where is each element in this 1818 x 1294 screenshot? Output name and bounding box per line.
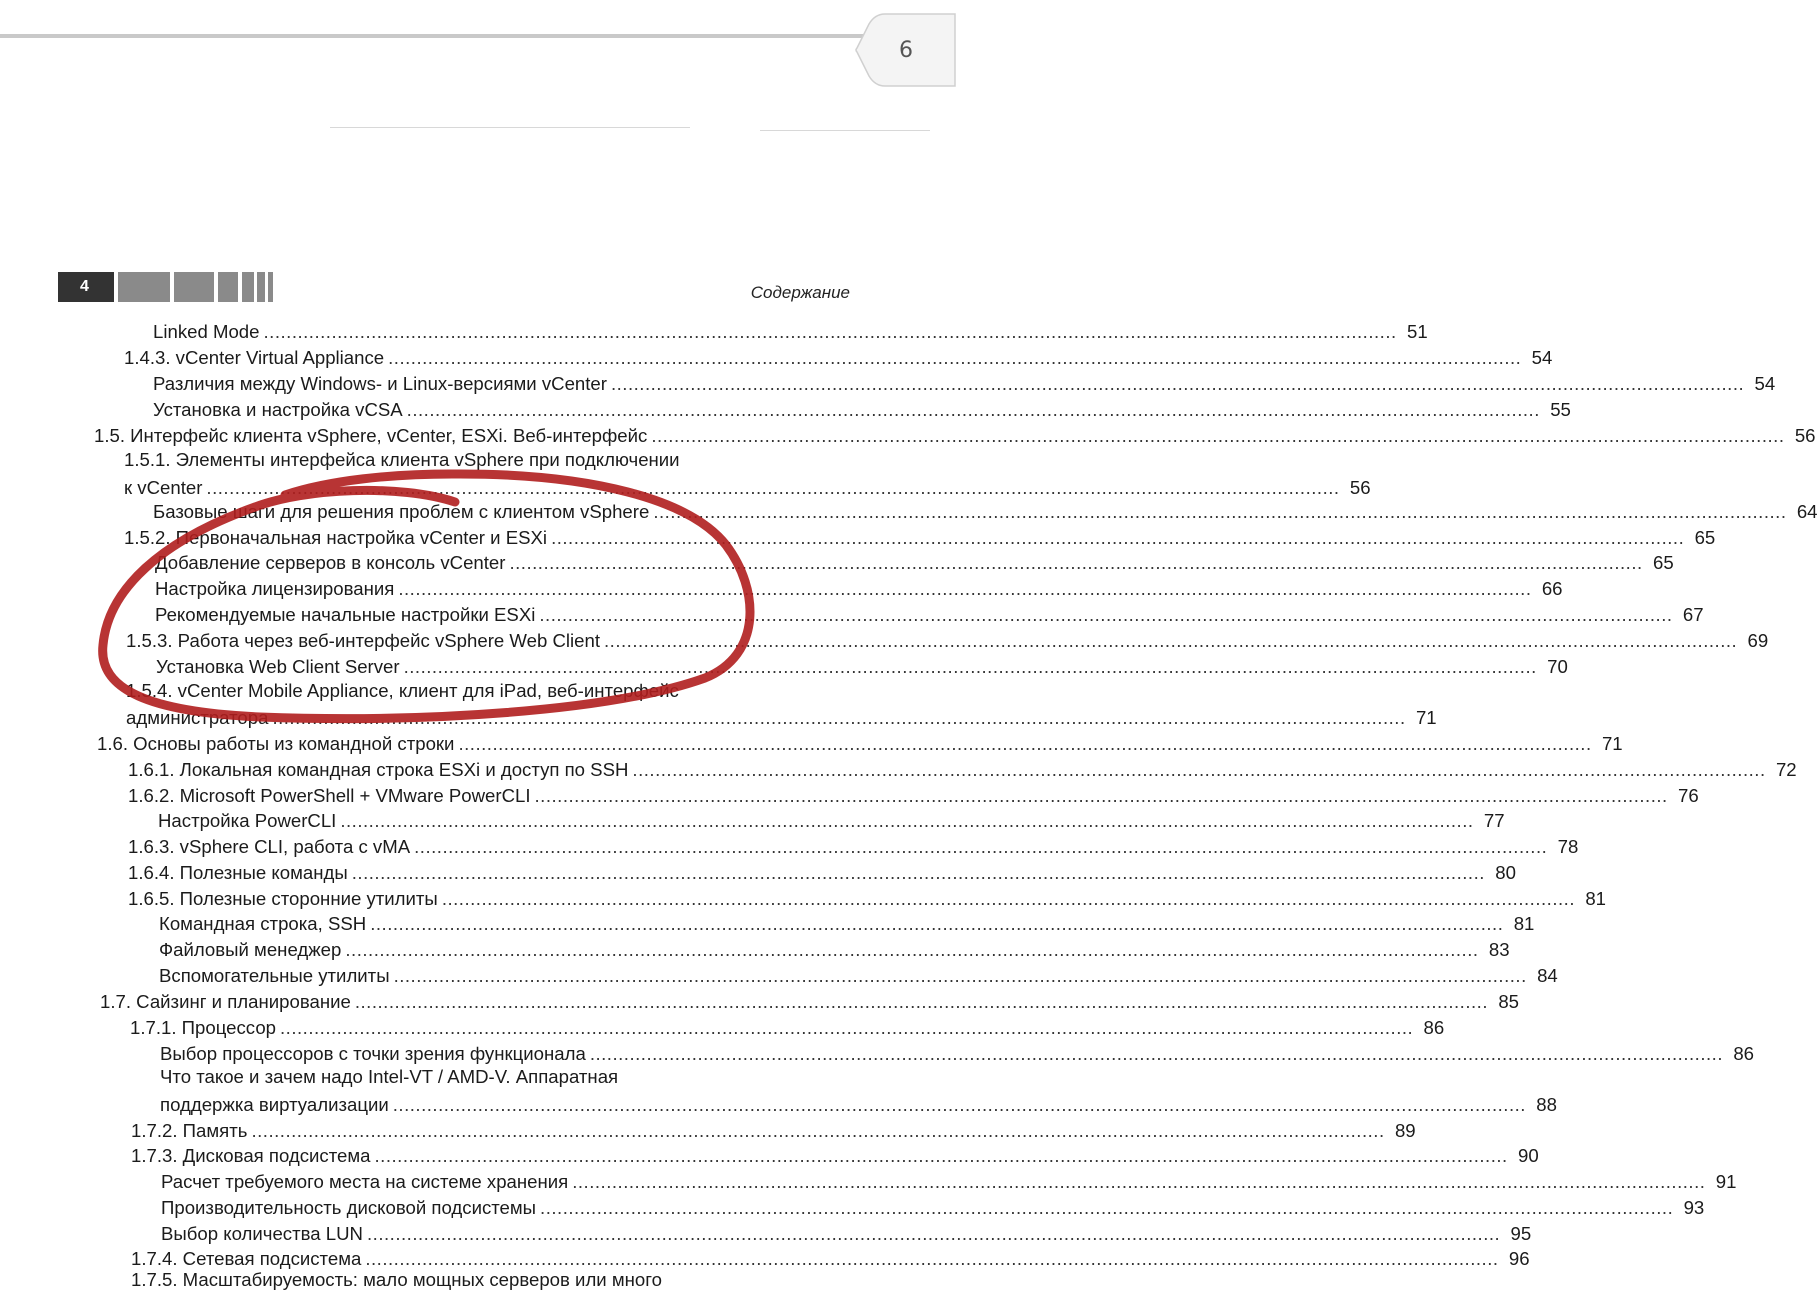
toc-leader-dots: ........................................................................................................................................................................................................ [653,501,1787,522]
toc-entry [160,1091,1557,1117]
header-bar [218,272,238,302]
header-bar [174,272,214,302]
header-bar [268,272,273,302]
toc-entry-title: 1.6.3. vSphere CLI, работа с vMA [128,836,411,857]
toc-entry-title: Linked Mode [153,321,260,342]
toc-entry [124,524,1716,550]
toc-entry-title: Настройка лицензирования [155,578,395,599]
toc-entry-page: 54 [1531,347,1553,368]
toc-leader-dots: ........................................................................................................................................................................................................ [370,913,1504,934]
toc-entry [153,396,1571,422]
toc-entry-title: к vCenter [124,477,203,498]
toc-entry-title: Выбор процессоров с точки зрения функционала [160,1043,586,1064]
toc-entry-page: 71 [1415,707,1437,728]
toc-leader-dots: ........................................................................................................................................................................................................ [280,1017,1414,1038]
toc-entry [126,627,1769,653]
toc-entry-page: 84 [1537,965,1558,986]
toc-entry [155,575,1563,601]
toc-entry-title: Производительность дисковой подсистемы [161,1197,537,1218]
toc-leader-dots: ........................................................................................................................................................................................................ [572,1171,1706,1192]
toc-entry-title: 1.5.4. vCenter Mobile Appliance, клиент для iPad, веб-интерфейс [126,680,679,701]
toc-entry-page: 77 [1483,810,1505,831]
toc-entry [128,756,1797,782]
toc-entry-page: 96 [1508,1248,1530,1269]
toc-leader-dots: ........................................................................................................................................................................................................ [388,347,1522,368]
toc-entry-title: 1.7.1. Процессор [130,1017,276,1038]
toc-entry [124,344,1553,370]
toc-leader-dots: ........................................................................................................................................................................................................ [509,552,1643,573]
toc-entry [155,549,1674,575]
toc-entry-title: 1.6.1. Локальная командная строка ESXi и доступ по SSH [128,759,629,780]
toc-entry-title: 1.7.3. Дисковая подсистема [131,1145,371,1166]
toc-entry-page: 65 [1694,527,1716,548]
toc-entry [153,498,1818,524]
toc-entry [155,601,1704,627]
top-divider-line [0,34,880,38]
toc-entry [161,1168,1737,1194]
toc-entry [128,782,1699,808]
toc-entry-title: 1.5.1. Элементы интерфейса клиента vSphere при подключении [124,449,680,470]
toc-entry-title: Файловый менеджер [159,939,342,960]
toc-entry [156,653,1568,679]
toc-entry-title: Выбор количества LUN [161,1223,363,1244]
toc-entry-page: 72 [1775,759,1797,780]
toc-entry-page: 55 [1550,399,1571,420]
toc-entry-title: 1.5.2. Первоначальная настройка vCenter и ESXi [124,527,548,548]
toc-entry-page: 88 [1536,1094,1557,1115]
toc-entry-page: 91 [1715,1171,1737,1192]
toc-leader-dots: ........................................................................................................................................................................................................ [392,1094,1526,1115]
toc-leader-dots: ........................................................................................................................................................................................................ [367,1223,1501,1244]
toc-entry [126,704,1437,730]
toc-leader-dots: ........................................................................................................................................................................................................ [551,527,1685,548]
running-title: Содержание [750,283,850,302]
toc-entry-title: 1.5.3. Работа через веб-интерфейс vSphere Web Client [126,630,600,651]
toc-entry [124,474,1371,500]
toc-entry-page: 95 [1510,1223,1532,1244]
toc-leader-dots: ........................................................................................................................................................................................................ [263,321,1397,342]
header-bar [257,272,265,302]
toc-entry-title: Расчет требуемого места на системе хранения [161,1171,569,1192]
toc-entry [159,936,1510,962]
toc-entry [100,988,1520,1014]
toc-entry [159,910,1535,936]
toc-entry [161,1194,1705,1220]
toc-leader-dots: ........................................................................................................................................................................................................ [393,965,1527,986]
toc-entry-title: 1.7.2. Память [131,1120,248,1141]
toc-entry-page: 89 [1394,1120,1416,1141]
toc-entry-page: 67 [1682,604,1704,625]
toc-leader-dots: ........................................................................................................................................................................................................ [539,604,1673,625]
toc-leader-dots: ........................................................................................................................................................................................................ [589,1043,1724,1064]
toc-entry-page: 71 [1601,733,1623,754]
toc-leader-dots: ........................................................................................................................................................................................................ [610,373,1745,394]
toc-entry [159,962,1558,988]
toc-leader-dots: ........................................................................................................................................................................................................ [272,707,1406,728]
toc-entry-title: Различия между Windows- и Linux-версиями vCenter [153,373,607,394]
toc-entry-page: 86 [1423,1017,1445,1038]
toc-entry-page: 54 [1754,373,1776,394]
toc-entry-title: Вспомогательные утилиты [159,965,390,986]
toc-entry-title: 1.6.4. Полезные команды [128,862,348,883]
toc-entry [153,318,1428,344]
toc-entry [131,1117,1416,1143]
toc-entry-title: 1.7.4. Сетевая подсистема [131,1248,362,1269]
toc-leader-dots: ........................................................................................................................................................................................................ [651,425,1785,446]
toc-entry-title: 1.7. Сайзинг и планирование [100,991,351,1012]
header-bar [118,272,170,302]
toc-entry-title: Что такое и зачем надо Intel-VT / AMD-V. Аппаратная [160,1066,619,1087]
running-header-strip [58,272,278,302]
toc-entry-title: Настройка PowerCLI [158,810,337,831]
toc-entry-page: 80 [1495,862,1516,883]
toc-leader-dots: ........................................................................................................................................................................................................ [354,991,1489,1012]
toc-entry-title: Установка Web Client Server [156,656,400,677]
header-page-number: 4 [58,272,114,302]
toc-entry-page: 83 [1488,939,1510,960]
scan-smudge [330,127,690,128]
toc-entry-title: Командная строка, SSH [159,913,367,934]
tab-page-number: 6 [899,38,913,63]
toc-entry-page: 51 [1407,321,1428,342]
toc-entry [160,1040,1755,1066]
toc-entry-title: 1.4.3. vCenter Virtual Appliance [124,347,385,368]
toc-entry-page: 86 [1733,1043,1755,1064]
toc-entry-title: 1.6.2. Microsoft PowerShell + VMware PowerCLI [128,785,531,806]
toc-entry-page: 78 [1557,836,1579,857]
toc-leader-dots: ........................................................................................................................................................................................................ [604,630,1738,651]
toc-entry-page: 69 [1747,630,1769,651]
toc-entry-title: 1.6. Основы работы из командной строки [97,733,455,754]
toc-leader-dots: ........................................................................................................................................................................................................ [398,578,1532,599]
toc-entry [158,807,1505,833]
toc-entry [153,370,1776,396]
scan-smudge [760,130,930,131]
toc-leader-dots: ........................................................................................................................................................................................................ [458,733,1592,754]
toc-leader-dots: ........................................................................................................................................................................................................ [365,1248,1499,1269]
header-bar [242,272,254,302]
toc-entry [94,422,1816,448]
toc-entry-page: 85 [1498,991,1520,1012]
toc-entry-page: 81 [1585,888,1607,909]
toc-entry [97,730,1623,756]
toc-leader-dots: ........................................................................................................................................................................................................ [403,656,1537,677]
toc-entry [130,1014,1445,1040]
toc-entry-page: 65 [1652,552,1674,573]
toc-leader-dots: ........................................................................................................................................................................................................ [351,862,1485,883]
toc-leader-dots: ........................................................................................................................................................................................................ [374,1145,1508,1166]
toc-entry-page: 76 [1678,785,1699,806]
toc-entry-title: Рекомендуемые начальные настройки ESXi [155,604,536,625]
toc-leader-dots: ........................................................................................................................................................................................................ [345,939,1479,960]
toc-entry-title: 1.5. Интерфейс клиента vSphere, vCenter, ESXi. Веб-интерфейс [94,425,648,446]
toc-entry [161,1220,1532,1246]
toc-leader-dots: ........................................................................................................................................................................................................ [340,810,1474,831]
toc-leader-dots: ........................................................................................................................................................................................................ [540,1197,1674,1218]
toc-leader-dots: ........................................................................................................................................................................................................ [534,785,1668,806]
toc-entry-title: Добавление серверов в консоль vCenter [155,552,506,573]
toc-entry [128,833,1579,859]
toc-entry-title: 1.6.5. Полезные сторонние утилиты [128,888,438,909]
toc-leader-dots: ........................................................................................................................................................................................................ [251,1120,1385,1141]
toc-entry-title: 1.7.5. Масштабируемость: мало мощных серверов или много [131,1269,662,1290]
toc-entry [128,885,1607,911]
toc-leader-dots: ........................................................................................................................................................................................................ [206,477,1340,498]
toc-entry-page: 56 [1349,477,1371,498]
toc-entry-title: Установка и настройка vCSA [153,399,403,420]
toc-entry-page: 66 [1541,578,1563,599]
toc-entry-page: 64 [1796,501,1818,522]
toc-leader-dots: ........................................................................................................................................................................................................ [414,836,1548,857]
toc-entry-page: 56 [1794,425,1816,446]
toc-entry-title: Базовые шаги для решения проблем с клиентом vSphere [153,501,650,522]
toc-entry-page: 70 [1547,656,1568,677]
toc-entry-page: 93 [1683,1197,1705,1218]
toc-entry-title: администратора [126,707,269,728]
toc-entry [131,1142,1539,1168]
toc-leader-dots: ........................................................................................................................................................................................................ [632,759,1766,780]
toc-leader-dots: ........................................................................................................................................................................................................ [441,888,1576,909]
toc-entry-title: поддержка виртуализации [160,1094,389,1115]
toc-leader-dots: ........................................................................................................................................................................................................ [406,399,1540,420]
toc-entry-page: 81 [1513,913,1535,934]
toc-entry-page: 90 [1518,1145,1539,1166]
toc-entry [128,859,1516,885]
